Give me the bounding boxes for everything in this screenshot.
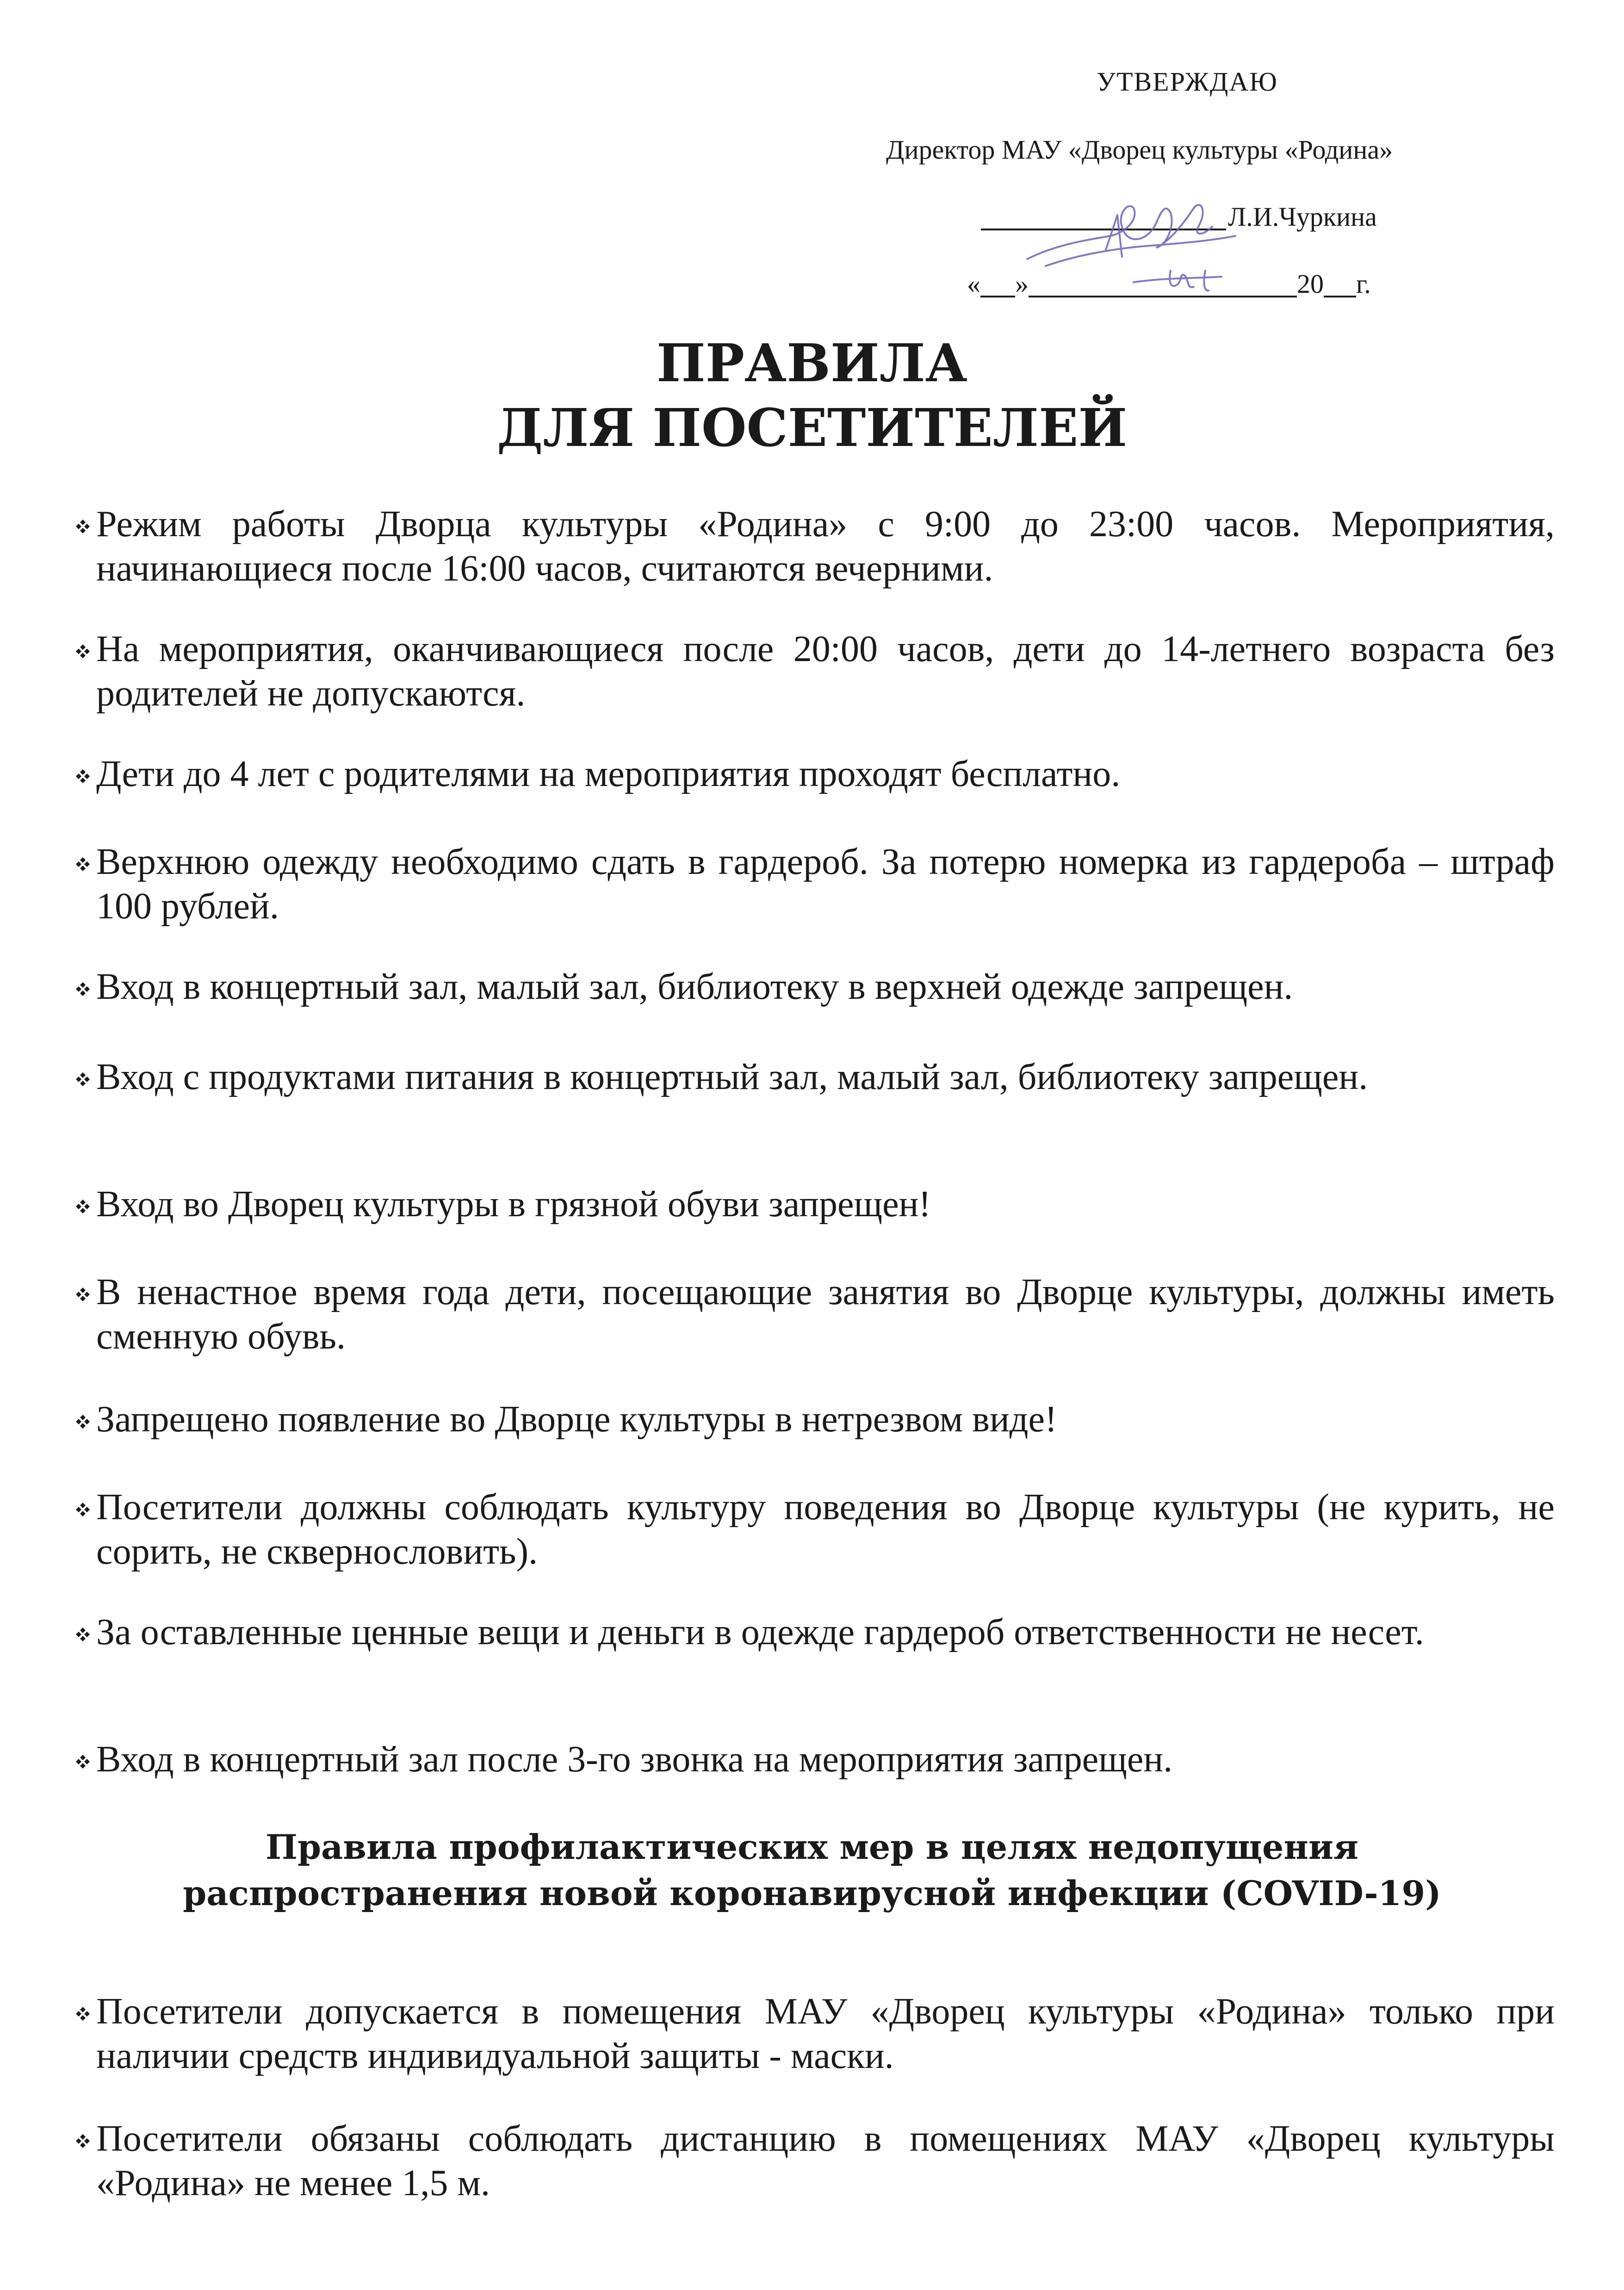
rule-text: В ненастное время года дети, посещающие занятия во Дворце культуры, должны иметь сменную обувь.: [96, 1272, 1555, 1357]
rule-item: [69, 502, 1555, 591]
rule-item: [69, 1182, 1555, 1226]
rule-text: Вход с продуктами питания в концертный зал, малый зал, библиотеку запрещен.: [96, 1057, 1368, 1097]
rule-text: Вход в концертный зал, малый зал, библиотеку в верхней одежде запрещен.: [96, 966, 1293, 1007]
page-title-line-2: ДЛЯ ПОСЕТИТЕЛЕЙ: [496, 398, 1128, 458]
diamond-bullet-icon: [69, 752, 97, 796]
covid-heading-line-1: Правила профилактических мер в целях недопущения: [266, 1827, 1358, 1867]
day-blank: [980, 272, 1015, 297]
rule-text: Запрещено появление во Дворце культуры в нетрезвом виде!: [96, 1399, 1057, 1440]
year-blank: [1324, 272, 1356, 297]
diamond-bullet-icon: [69, 502, 97, 546]
rule-item: [69, 1397, 1555, 1442]
rule-item: [69, 1485, 1555, 1574]
approval-title: УТВЕРЖДАЮ: [1097, 67, 1278, 97]
diamond-bullet-icon: [69, 1610, 97, 1654]
rule-item: [69, 840, 1555, 928]
page-title-line-1: ПРАВИЛА: [657, 333, 967, 394]
rule-text: Посетители должны соблюдать культуру поведения во Дворце культуры (не курить, не сорить, не сквернословить).: [96, 1487, 1555, 1572]
rule-text: За оставленные ценные вещи и деньги в одежде гардероб ответственности не несет.: [96, 1612, 1424, 1653]
diamond-bullet-icon: [69, 1989, 97, 2034]
rule-text: На мероприятия, оканчивающиеся после 20:00 часов, дети до 14-летнего возраста без родителей не допускаются.: [96, 629, 1555, 714]
covid-rule-text: Посетители обязаны соблюдать дистанцию в помещениях МАУ «Дворец культуры «Родина» не менее 1,5 м.: [96, 2118, 1555, 2203]
diamond-bullet-icon: [69, 1397, 97, 1442]
rule-item: [69, 1055, 1555, 1099]
rule-text: Дети до 4 лет с родителями на мероприятия проходят бесплатно.: [96, 754, 1121, 794]
covid-rule-text: Посетители допускается в помещения МАУ «Дворец культуры «Родина» только при наличии средств индивидуальной защиты - маски.: [96, 1991, 1555, 2076]
diamond-bullet-icon: [69, 627, 97, 671]
rule-text: Верхнюю одежду необходимо сдать в гардероб. За потерю номерка из гардероба – штраф 100 рублей.: [96, 842, 1555, 927]
diamond-bullet-icon: [69, 965, 97, 1009]
handwritten-signature: [1018, 167, 1258, 315]
rule-text: Режим работы Дворца культуры «Родина» с 9:00 до 23:00 часов. Мероприятия, начинающиеся после 16:00 часов, считаются вечерними.: [96, 504, 1555, 589]
diamond-bullet-icon: [69, 1737, 97, 1782]
year-suffix: г.: [1356, 269, 1371, 299]
rule-item: [69, 1610, 1555, 1654]
diamond-bullet-icon: [69, 1270, 97, 1314]
diamond-bullet-icon: [69, 1182, 97, 1226]
rule-item: [69, 752, 1555, 796]
rule-text: Вход во Дворец культуры в грязной обуви запрещен!: [96, 1184, 931, 1225]
director-name: Л.И.Чуркина: [1228, 202, 1377, 232]
diamond-bullet-icon: [69, 840, 97, 884]
date-quote-open: «: [967, 269, 980, 299]
rule-item: [69, 1270, 1555, 1359]
date-quote-close: »: [1015, 269, 1029, 299]
rule-text: Вход в концертный зал после 3-го звонка на мероприятия запрещен.: [96, 1739, 1173, 1780]
diamond-bullet-icon: [69, 1485, 97, 1529]
covid-rule-item: [69, 1989, 1555, 2078]
covid-heading-line-2: распространения новой коронавирусной инфекции (COVID-19): [183, 1874, 1441, 1913]
rule-item: [69, 965, 1555, 1009]
diamond-bullet-icon: [69, 1055, 97, 1099]
rule-item: [69, 627, 1555, 716]
year-prefix: 20: [1297, 269, 1324, 299]
covid-rule-item: [69, 2117, 1555, 2205]
diamond-bullet-icon: [69, 2117, 97, 2161]
director-position: Директор МАУ «Дворец культуры «Родина»: [886, 135, 1393, 165]
rule-item: [69, 1737, 1555, 1782]
